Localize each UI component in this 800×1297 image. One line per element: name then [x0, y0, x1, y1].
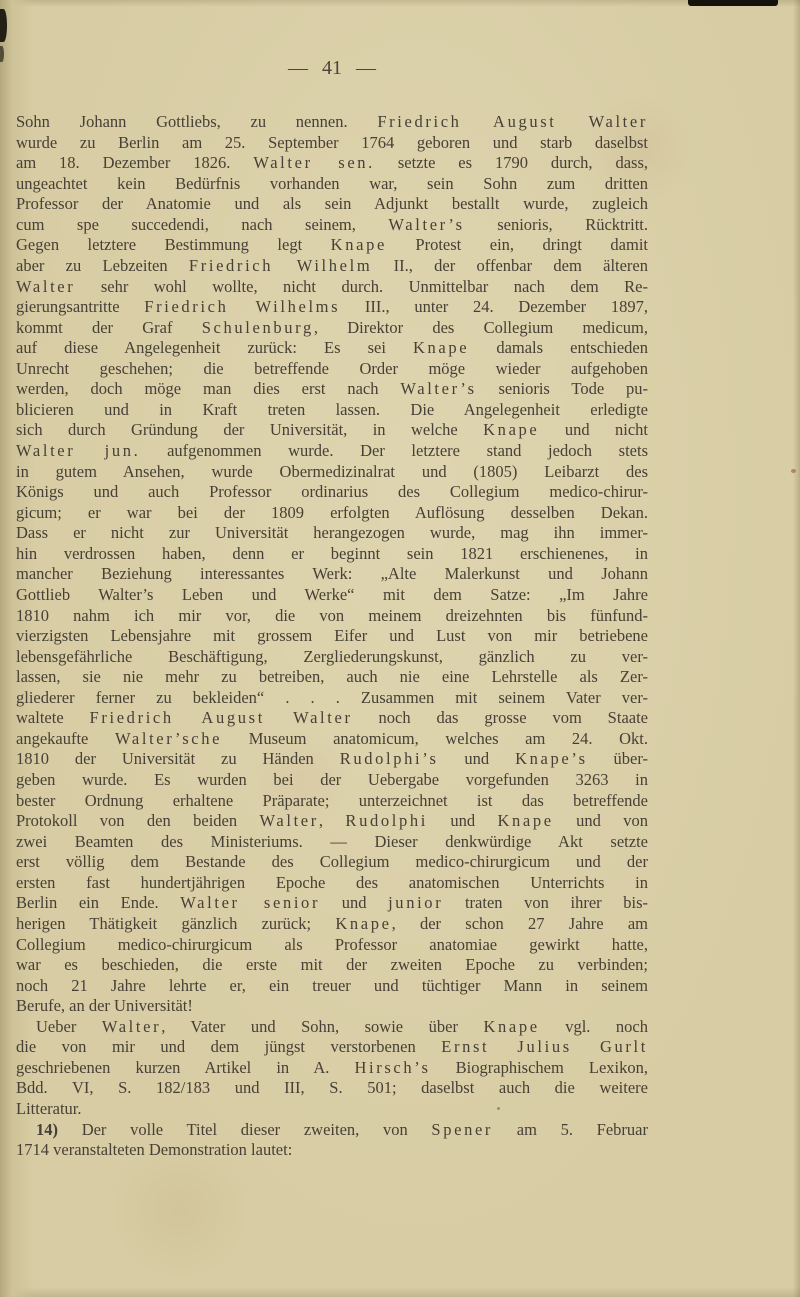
text-segment: senioris, Rücktritt. — [464, 214, 648, 234]
emphasized-name: Walter’s — [388, 214, 465, 234]
text-segment: und nicht — [539, 420, 648, 440]
text-segment: aber zu Lebzeiten — [16, 255, 189, 275]
scan-artifact-speck-2 — [497, 1107, 500, 1110]
text-segment: bester Ordnung erhaltene Präparate; unterzeichnet ist das betreffende — [16, 790, 648, 810]
text-line — [16, 647, 648, 668]
text-segment: erst völlig dem Bestande des Collegium medico-chirurgicum und der — [16, 852, 648, 872]
text-line — [16, 585, 648, 606]
text-line — [16, 873, 648, 894]
emphasized-name: Schulenburg — [201, 317, 314, 337]
text-line — [16, 606, 648, 627]
text-segment: und von — [553, 811, 649, 831]
text-line — [16, 667, 648, 688]
text-segment: damals entschieden — [469, 338, 649, 358]
text-segment: über- — [587, 749, 649, 769]
text-segment: Gegen letztere Bestimmung legt — [16, 235, 331, 255]
emphasized-name: Knape — [483, 1016, 540, 1036]
text-line — [16, 832, 648, 853]
text-segment: die von mir und dem jüngst verstorbenen — [16, 1037, 442, 1057]
text-segment: Collegium medico-chirurgicum als Professor anatomiae gewirkt hatte, — [16, 934, 648, 954]
text-segment: Protest ein, dringt damit — [386, 235, 648, 255]
text-segment: Sohn Johann Gottliebs, zu nennen. — [16, 112, 378, 131]
text-segment: II., der offenbar dem älteren — [372, 255, 649, 275]
footnote-number: 14) — [36, 1119, 58, 1139]
emphasized-name: Hirsch’s — [354, 1057, 431, 1077]
scan-artifact-left-edge — [0, 9, 7, 42]
text-segment: 1810 nahm ich mir vor, die von meinem dreizehnten bis fünfund- — [16, 605, 648, 625]
text-line — [16, 1037, 648, 1058]
text-segment: blicieren und in Kraft treten lassen. Die Angelegenheit erledigte — [16, 399, 648, 419]
text-segment: und — [320, 893, 389, 913]
text-segment: Litteratur. — [16, 1099, 82, 1118]
text-segment: sich durch Gründung der Universität, in welche — [16, 420, 484, 440]
text-line — [16, 277, 648, 298]
text-line — [16, 153, 648, 174]
text-line — [16, 749, 648, 770]
scan-artifact-speck — [791, 469, 796, 473]
text-segment: hin verdrossen haben, denn er beginnt sein 1821 erschienenes, in — [16, 543, 648, 563]
scan-artifact-top-edge — [688, 0, 778, 6]
text-line — [16, 235, 648, 256]
emphasized-name: Spener — [431, 1119, 494, 1139]
text-segment: Berlin ein Ende. — [16, 893, 181, 913]
text-line — [16, 976, 648, 997]
text-segment: Bdd. VI, S. 182/183 und III, S. 501; daselbst auch die weitere — [16, 1078, 648, 1098]
emphasized-name: Walter’s — [400, 379, 477, 399]
text-line — [16, 688, 648, 709]
text-segment: auf diese Angelegenheit zurück: Es sei — [16, 338, 413, 358]
emphasized-name: Knape — [330, 235, 387, 255]
text-segment: ersten fast hundertjährigen Epoche des anatomischen Unterrichts in — [16, 872, 648, 892]
page-number — [16, 57, 648, 80]
text-segment: waltete — [16, 708, 90, 728]
text-line — [16, 215, 648, 236]
text-line — [16, 1120, 648, 1141]
text-line — [16, 318, 648, 339]
text-segment: geben wurde. Es wurden bei der Uebergabe vorgefunden 3263 in — [16, 770, 648, 789]
text-line — [16, 1099, 648, 1120]
text-segment: vgl. noch — [539, 1016, 648, 1036]
text-segment: angekaufte — [16, 728, 115, 748]
text-segment: in gutem Ansehen, wurde Obermedizinalrat und (1805) Leibarzt des — [16, 461, 648, 481]
text-line — [16, 420, 648, 441]
text-segment: Unrecht geschehen; die betreffende Order möge wieder aufgehoben — [16, 358, 648, 378]
text-line — [16, 935, 648, 956]
text-line — [16, 379, 648, 400]
emphasized-name: Friedrich August Walter — [377, 112, 649, 131]
page-number-dash-right: — — [356, 57, 376, 79]
text-segment: Gottlieb Walter’s Leben und Werke“ mit dem Satze: „Im Jahre — [16, 584, 648, 604]
text-line — [16, 133, 648, 154]
text-segment: , — [318, 811, 346, 831]
text-segment: 1714 veranstalteten Demonstration lautet: — [16, 1140, 293, 1160]
page-number-dash-left: — — [288, 57, 308, 79]
text-segment: sehr wohl wollte, nicht durch. Unmittelbar nach dem Re- — [75, 276, 648, 296]
text-segment: gierungsantritte — [16, 297, 145, 317]
text-segment: Dass er nicht zur Universität herangezogen wurde, mag ihn immer- — [16, 523, 648, 543]
emphasized-name: Walter’sche — [114, 728, 223, 748]
emphasized-name: Friedrich August Walter — [89, 708, 353, 728]
emphasized-name: Rudolphi’s — [339, 749, 439, 769]
emphasized-name: Ernst Julius Gurlt — [441, 1037, 648, 1057]
text-line — [16, 482, 648, 503]
text-segment: werden, doch möge man dies erst nach — [16, 379, 401, 399]
text-segment: , Vater und Sohn, sowie über — [161, 1016, 484, 1036]
text-line — [16, 811, 648, 832]
text-line — [16, 914, 648, 935]
text-line — [16, 338, 648, 359]
text-segment: wurde zu Berlin am 25. September 1764 geboren und starb daselbst — [16, 132, 648, 152]
scan-artifact-left-edge-2 — [0, 46, 4, 62]
text-segment: Berufe, an der Universität! — [16, 996, 193, 1016]
text-line — [16, 564, 648, 585]
text-segment: am 18. Dezember 1826. — [16, 153, 254, 173]
text-line — [16, 1058, 648, 1079]
emphasized-name: Knape — [483, 420, 540, 440]
text-line — [16, 708, 648, 729]
text-segment: vierzigsten Lebensjahre mit grossem Eifer und Lust von mir betriebene — [16, 626, 648, 646]
emphasized-name: Walter sen. — [253, 153, 375, 173]
text-segment: , der schon 27 Jahre am — [391, 913, 648, 933]
text-segment: mancher Beziehung interessantes Werk: „Alte Malerkunst und Johann — [16, 564, 648, 584]
text-segment: Der volle Titel dieser zweiten, von — [58, 1119, 432, 1139]
text-line — [16, 462, 648, 483]
text-segment: III., unter 24. Dezember 1897, — [340, 297, 648, 317]
text-line — [16, 729, 648, 750]
text-segment: 1810 der Universität zu Händen — [16, 749, 340, 769]
text-line — [16, 1078, 648, 1099]
emphasized-name: Knape — [335, 913, 392, 933]
text-line — [16, 194, 648, 215]
emphasized-name: Walter — [16, 276, 76, 296]
text-segment: noch das grosse vom Staate — [352, 708, 648, 728]
text-segment: Ueber — [36, 1016, 102, 1036]
text-segment: Professor der Anatomie und als sein Adjunkt bestallt wurde, zugleich — [16, 194, 648, 214]
text-line — [16, 441, 648, 462]
text-line — [16, 523, 648, 544]
text-segment: am 5. Februar — [493, 1119, 648, 1139]
text-segment: cum spe succedendi, nach seinem, — [16, 214, 389, 234]
text-segment: war es beschieden, die erste mit der zweiten Epoche zu verbinden; — [16, 955, 648, 975]
page-number-value: 41 — [322, 57, 342, 79]
text-line — [16, 359, 648, 380]
text-segment: Museum anatomicum, welches am 24. Okt. — [222, 728, 648, 748]
emphasized-name: Knape — [497, 811, 554, 831]
text-line — [16, 852, 648, 873]
text-segment: traten von ihrer bis- — [443, 893, 648, 913]
text-line — [16, 955, 648, 976]
text-line — [16, 174, 648, 195]
text-segment: und — [438, 749, 516, 769]
emphasized-name: Walter senior — [180, 893, 321, 913]
text-line — [16, 770, 648, 791]
emphasized-name: Friedrich Wilhelm — [188, 255, 373, 275]
text-line — [16, 1140, 648, 1161]
body-text — [16, 112, 648, 1161]
text-line — [16, 893, 648, 914]
text-segment: gliederer ferner zu bekleiden“ . . . Zusammen mit seinem Vater ver- — [16, 687, 648, 707]
emphasized-name: Walter jun. — [16, 441, 141, 460]
emphasized-name: Walter — [259, 811, 319, 831]
text-line — [16, 503, 648, 524]
text-segment: kommt der Graf — [16, 317, 202, 337]
text-segment: zwei Beamten des Ministeriums. — Dieser denkwürdige Akt setzte — [16, 831, 648, 851]
text-segment: aufgenommen wurde. Der letztere stand jedoch stets — [140, 441, 649, 460]
text-segment: Protokoll von den beiden — [16, 811, 260, 831]
text-segment: geschriebenen kurzen Artikel in A. — [16, 1057, 355, 1077]
text-segment: setzte es 1790 durch, dass, — [374, 153, 648, 173]
text-line — [16, 1017, 648, 1038]
text-segment: senioris Tode pu- — [476, 379, 648, 399]
emphasized-name: Rudolphi — [345, 811, 428, 831]
text-segment: gicum; er war bei der 1809 erfolgten Auflösung desselben Dekan. — [16, 502, 648, 522]
emphasized-name: Knape’s — [515, 749, 588, 769]
text-segment: , Direktor des Collegium medicum, — [313, 317, 648, 337]
emphasized-name: Knape — [412, 338, 470, 358]
text-segment: lassen, sie nie mehr zu betreiben, auch nie eine Lehrstelle als Zer- — [16, 667, 648, 687]
text-line — [16, 791, 648, 812]
text-segment: herigen Thätigkeit gänzlich zurück; — [16, 913, 336, 933]
text-segment: lebensgefährliche Beschäftigung, Zergliederungskunst, gänzlich zu ver- — [16, 646, 648, 666]
text-line — [16, 544, 648, 565]
emphasized-name: junior — [388, 893, 444, 913]
text-line — [16, 996, 648, 1017]
emphasized-name: Walter — [101, 1016, 162, 1036]
text-segment: Biographischem Lexikon, — [430, 1057, 648, 1077]
text-line — [16, 400, 648, 421]
text-line — [16, 626, 648, 647]
text-segment: noch 21 Jahre lehrte er, ein treuer und tüchtiger Mann in seinem — [16, 975, 648, 995]
text-line — [16, 256, 648, 277]
text-segment: und — [427, 811, 498, 831]
emphasized-name: Friedrich Wilhelms — [144, 297, 341, 317]
text-segment: ungeachtet kein Bedürfnis vorhanden war, sein Sohn zum dritten — [16, 173, 648, 193]
text-segment: Königs und auch Professor ordinarius des Collegium medico-chirur- — [16, 482, 648, 502]
text-line — [16, 297, 648, 318]
text-line — [16, 112, 648, 133]
